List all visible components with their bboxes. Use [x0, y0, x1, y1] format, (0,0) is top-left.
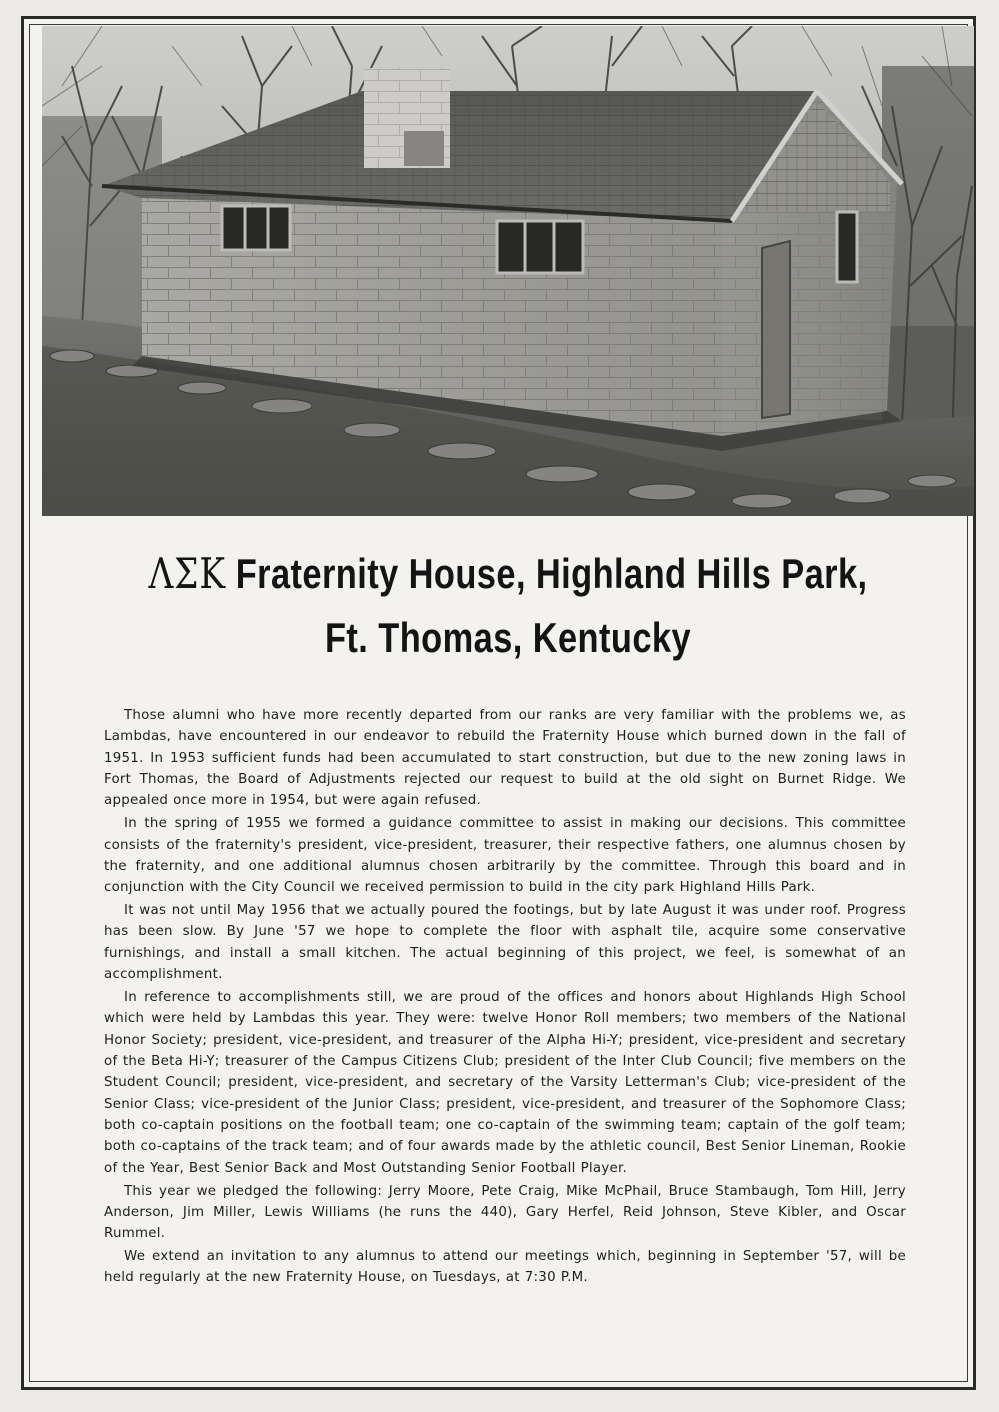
- headline-line-2: Ft. Thomas, Kentucky: [324, 614, 692, 661]
- article-body: [104, 705, 906, 1290]
- paragraph: We extend an invitation to any alumnus to attend our meetings which, beginning in September '57, will be held regularly at the new Fraternity House, on Tuesdays, at 7:30 P.M.: [104, 1249, 906, 1286]
- page-headline: [42, 546, 974, 666]
- greek-letters: ΛΣΚ: [148, 549, 226, 598]
- fraternity-house-photo: [42, 26, 974, 516]
- house-photo-icon: [42, 26, 974, 516]
- paragraph: In reference to accomplishments still, we are proud of the offices and honors about Highlands High School which were held by Lambdas this year. They were: twelve Honor Roll members; two members of the National Honor Society; president, vice-president, and treasurer of the Alpha Hi-Y; president, vice-president and secretary of the Beta Hi-Y; treasurer of the Campus Citizens Club; president of the Inter Club Council; five members on the Student Council; president, vice-president, and secretary of the Varsity Letterman's Club; vice-president of the Senior Class; vice-president of the Junior Class; president, vice-president, and treasurer of the Sophomore Class; both co-captain positions on the football team; one co-captain of the swimming team; captain of the golf team; both co-captains of the track team; and of four awards made by the athletic council, Best Senior Lineman, Rookie of the Year, Best Senior Back and Most Outstanding Senior Football Player.: [104, 989, 906, 1176]
- paragraph: This year we pledged the following: Jerry Moore, Pete Craig, Mike McPhail, Bruce Stambaugh, Tom Hill, Jerry Anderson, Jim Miller, Lewis Williams (he runs the 440), Gary Herfel, Reid Johnson, Steve Kibler, and Oscar Rummel.: [104, 1183, 906, 1242]
- paragraph: It was not until May 1956 that we actually poured the footings, but by late August it was under roof. Progress has been slow. By June '57 we hope to complete the floor with asphalt tile, acquire some conservative furnishings, and install a small kitchen. The actual beginning of this project, we feel, is somewhat of an accomplishment.: [104, 903, 906, 983]
- paragraph: In the spring of 1955 we formed a guidance committee to assist in making our decisions. This committee consists of the fraternity's president, vice-president, treasurer, their respective fathers, one alumnus chosen by the fraternity, and one additional alumnus chosen arbitrarily by the committee. Through this board and in conjunction with the City Council we received permission to build in the city park Highland Hills Park.: [104, 816, 906, 896]
- paragraph: Those alumni who have more recently departed from our ranks are very familiar with the problems we, as Lambdas, have encountered in our endeavor to rebuild the Fraternity House which burned down in the fall of 1951. In 1953 sufficient funds had been accumulated to start construction, but due to the new zoning laws in Fort Thomas, the Board of Adjustments rejected our request to build at the old sight on Burnet Ridge. We appealed once more in 1954, but were again refused.: [104, 708, 906, 809]
- headline-line-1-text: Fraternity House, Highland Hills Park,: [235, 550, 868, 597]
- headline-line-1: [126, 546, 890, 602]
